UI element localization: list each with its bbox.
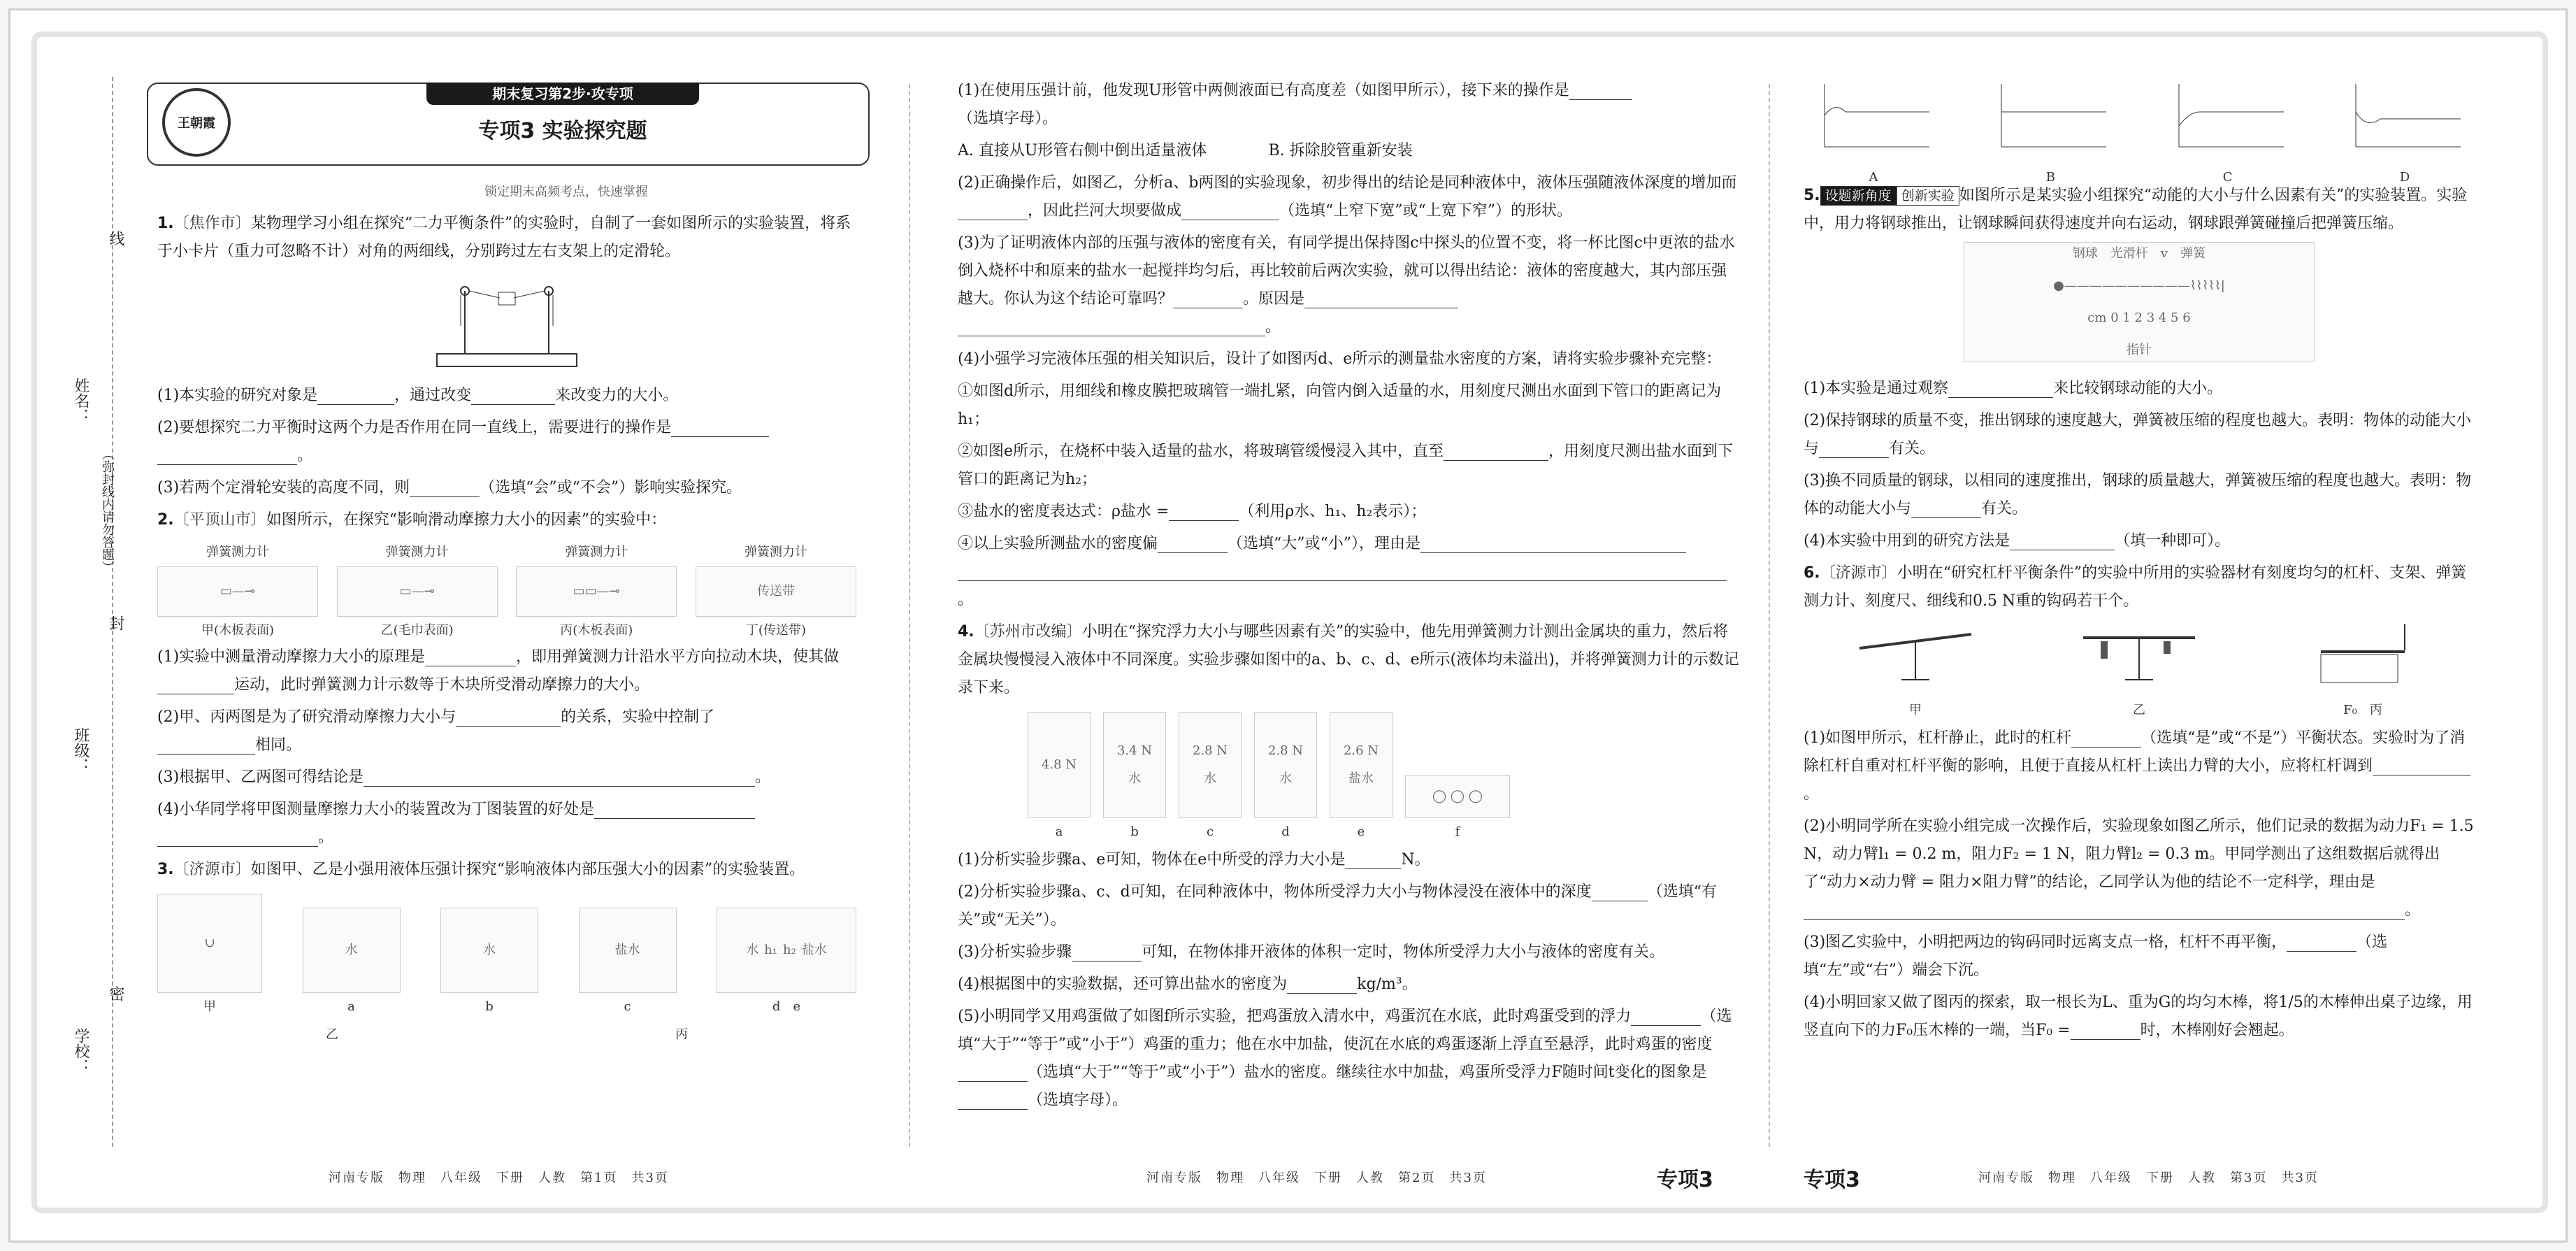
graph-c: C	[2158, 77, 2298, 182]
q4-figure-c: 2.8 N 水 c	[1179, 712, 1242, 846]
q2-figure-d: 弹簧测力计 传送带 丁(传送带)	[696, 538, 856, 643]
q3-stem: 3.〔济源市〕如图甲、乙是小强用液体压强计探究“影响液体内部压强大小的因素”的实验装置。	[157, 861, 805, 878]
q4-part3: (3)分析实验步骤 可知，在物体排开液体的体积一定时，物体所受浮力大小与液体的密度有关。	[958, 943, 1665, 961]
q3-part2: (2)正确操作后，如图乙，分析a、b两图的实验现象，初步得出的结论是同种液体中，液体压强随液体深度的增加而，因此拦河大坝要做成 （选填“上窄下宽”或“上宽下窄”）的形状。	[958, 174, 1737, 220]
mark-line: 线	[107, 231, 124, 246]
page-subtitle: 锁定期末高频考点，快速掌握	[484, 185, 648, 199]
tilted-lever-icon	[1852, 617, 1978, 687]
q4-figure-d: 2.8 N 水 d	[1254, 712, 1317, 846]
footer-tag-right: 专项3	[1804, 1168, 1860, 1192]
tag-innovative: 创新实验	[1897, 186, 1959, 206]
footer-page-3: 河南专版 物理 八年级 下册 人教 第3页 共3页	[1978, 1171, 2319, 1185]
friction-setup-sketch: ▭—⊸	[157, 566, 318, 617]
q6-part3: (3)图乙实验中，小明把两边的钩码同时远离支点一格，杠杆不再平衡， （选填“左”或“右”）端会下沉。	[1804, 934, 2388, 979]
footer-tag-left: 专项3	[1657, 1168, 1713, 1192]
beaker-water-sketch: 水	[440, 908, 538, 993]
q3-part4-step3: ③盐水的密度表达式：ρ盐水 = （利用ρ水、h₁、h₂表示）；	[958, 503, 1427, 520]
q2-part4: (4)小华同学将甲图测量摩擦力大小的装置改为丁图装置的好处是 。	[157, 796, 856, 852]
footer-page-2: 河南专版 物理 八年级 下册 人教 第2页 共3页	[1146, 1171, 1487, 1185]
spring-rail-sketch: 钢球 光滑杆 v 弹簧 ●——————————⌇⌇⌇⌇⌇| cm 0 1 2 3 4 5 6 指针	[1964, 242, 2315, 362]
spring-scale-sketch: 4.8 N	[1028, 712, 1091, 818]
q6-figure-bing: F₀ 丙	[2293, 617, 2433, 724]
name-label: 姓名：	[72, 378, 89, 424]
conveyor-belt-sketch: 传送带	[696, 566, 856, 617]
q3-part4-step2: ②如图e所示，在烧杯中装入适量的盐水，将玻璃管缓慢浸入其中，直至 ，用刻度尺测出盐水面到下管口的距离记为h₂；	[958, 443, 1734, 488]
q3-figure-jia: ∪ 甲	[157, 894, 262, 1021]
q3-group-labels: 乙 丙	[326, 1027, 688, 1042]
friction-setup-sketch: ▭▭—⊸	[516, 566, 677, 617]
ft-graph-icon	[1811, 77, 1936, 154]
logo-text: 王朝霞	[178, 116, 215, 131]
ft-graph-icon	[2165, 77, 2291, 154]
q3-part4-step1: ①如图d所示，用细线和橡皮膜把玻璃管一端扎紧，向管内倒入适量的水，用刻度尺测出水面到下管口的距离记为h₁；	[958, 383, 1722, 428]
spring-scale-sketch: 2.8 N 水	[1179, 712, 1242, 818]
q4-figure-e: 2.6 N 盐水 e	[1330, 712, 1393, 846]
q1-part2: (2)要想探究二力平衡时这两个力是否作用在同一直线上，需要进行的操作是 。	[157, 414, 856, 470]
q5-part1: (1)本实验是通过观察 来比较钢球动能的大小。	[1804, 380, 2223, 397]
q1-part1: (1)本实验的研究对象是 ，通过改变 来改变力的大小。	[157, 387, 679, 404]
spring-scale-sketch: 2.6 N 盐水	[1330, 712, 1393, 818]
q4-part4: (4)根据图中的实验数据，还可算出盐水的密度为 kg/m³。	[958, 975, 1418, 993]
balanced-lever-icon	[2076, 617, 2202, 687]
page-title: 专项3 实验探究题	[478, 119, 647, 143]
fraction: 1/5	[2278, 994, 2303, 1011]
ft-graphs	[1804, 77, 2475, 185]
q2-figure-b: 弹簧测力计 ▭—⊸ 乙(毛巾表面)	[337, 538, 498, 643]
q1-part3: (3)若两个定滑轮安装的高度不同，则 （选填“会”或“不会”）影响实验探究。	[157, 479, 742, 496]
q4-figures	[958, 706, 1741, 846]
q3-figures	[157, 888, 856, 1021]
q5-figure	[1804, 242, 2475, 375]
q2-figures	[157, 538, 856, 643]
q3-part3: (3)为了证明液体内部的压强与液体的密度有关，有同学提出保持图c中探头的位置不变，将一杯比图c中更浓的盐水倒入烧杯中和原来的盐水一起搅拌均匀后，再比较前后两次实验，就可以得出结论：液体的密度越大，其内部压强越大。你认为这个结论可靠吗？ 。原因是 。	[958, 234, 1735, 336]
spring-scale-sketch: 3.4 N 水	[1103, 712, 1166, 818]
egg-beakers-sketch: ◯ ◯ ◯	[1405, 775, 1510, 818]
graph-a: A	[1804, 77, 1943, 182]
q6-stem: 6.〔济源市〕小明在“研究杠杆平衡条件”的实验中所用的实验器材有刻度均匀的杠杆、支架、弹簧测力计、刻度尺、细线和0.5 N重的钩码若干个。	[1804, 564, 2467, 610]
footer-page-1: 河南专版 物理 八年级 下册 人教 第1页 共3页	[329, 1171, 669, 1185]
q5-part4: (4)本实验中用到的研究方法是 （填一种即可）。	[1804, 532, 2231, 550]
q6-figure-jia: 甲	[1845, 617, 1985, 724]
seal-note: （弥封线内请勿答题）	[100, 448, 115, 573]
q4-stem: 4.〔苏州市改编〕小明在“探究浮力大小与哪些因素有关”的实验中，他先用弹簧测力计测出金属块的重力，然后将金属块慢慢浸入液体中不同深度。实验步骤如图中的a、b、c、d、e所示(液体均未溢出)，并将弹簧测力计的示数记录下来。	[958, 623, 1739, 696]
balance-apparatus-figure	[423, 270, 591, 375]
q4-figure-f: ◯ ◯ ◯ f	[1405, 775, 1510, 846]
q6-part2: (2)小明同学所在实验小组完成一次操作后，实验现象如图乙所示，他们记录的数据为动力F₁ = 1.5 N，动力臂l₁ = 0.2 m，阻力F₂ = 1 N，阻力臂l₂ = 0.3 m。甲同学测出了这组数据后就得出了“动力×动力臂 = 阻力×阻力臂”的结论，乙同学认为他的结论不一定科学，理由是。	[1804, 817, 2474, 919]
q6-part1: (1)如图甲所示，杠杆静止，此时的杠杆 （选填“是”或“不是”）平衡状态。实验时为了消除杠杆自重对杠杆平衡的影响，且便于直接从杠杆上读出力臂的大小，应将杠杆调到。	[1804, 724, 2475, 808]
q3-part1-options: A. 直接从U形管右侧中倒出适量液体 B. 拆除胶管重新安装	[958, 142, 1413, 159]
q6-figures	[1804, 620, 2475, 724]
q4-figure-b: 3.4 N 水 b	[1103, 712, 1166, 846]
class-label: 班级：	[72, 727, 89, 773]
q4-part2: (2)分析实验步骤a、c、d可知，在同种液体中，物体所受浮力大小与物体浸没在液体中的深度 （选填“有关”或“无关”）。	[958, 883, 1717, 929]
beaker-water-sketch: 水	[303, 908, 401, 993]
header-tab: 期末复习第2步·攻专项	[426, 83, 699, 105]
rod-on-table-icon	[2300, 617, 2426, 687]
graph-d: D	[2335, 77, 2475, 182]
column-divider	[909, 84, 910, 1147]
q5-part2: (2)保持钢球的质量不变，推出钢球的速度越大，弹簧被压缩的程度也越大。表明：物体的动能大小与 有关。	[1804, 412, 2472, 457]
spring-scale-sketch: 2.8 N 水	[1254, 712, 1317, 818]
q5-part3: (3)换不同质量的钢球，以相同的速度推出，钢球的质量越大，弹簧被压缩的程度也越大。表明：物体的动能大小与 有关。	[1804, 472, 2472, 517]
ft-graph-icon	[1987, 77, 2113, 154]
column-3	[1804, 77, 2475, 1049]
q3-part4-step4: ④以上实验所测盐水的密度偏 （选填“大”或“小”），理由是 。	[958, 530, 1741, 614]
q2-part2: (2)甲、丙两图是为了研究滑动摩擦力大小与 的关系，实验中控制了 相同。	[157, 708, 715, 754]
graph-b: B	[1980, 77, 2120, 182]
q1-stem: 1.〔焦作市〕某物理学习小组在探究“二力平衡条件”的实验时，自制了一套如图所示的实验装置，将系于小卡片（重力可忽略不计）对角的两细线，分别跨过左右支架上的定滑轮。	[157, 215, 851, 260]
q4-part1: (1)分析实验步骤a、e可知，物体在e中所受的浮力大小是 N。	[958, 851, 1430, 868]
q3-figure-b: 水 b	[440, 908, 538, 1021]
q2-stem: 2.〔平顶山市〕如图所示，在探究“影响滑动摩擦力大小的因素”的实验中：	[157, 511, 667, 529]
q2-part1: (1)实验中测量滑动摩擦力大小的原理是 ，即用弹簧测力计沿水平方向拉动木块，使其做运动，此时弹簧测力计示数等于木块所受滑动摩擦力的大小。	[157, 648, 840, 694]
friction-setup-sketch: ▭—⊸	[337, 566, 498, 617]
q2-part3: (3)根据甲、乙两图可得结论是 。	[157, 769, 771, 786]
beaker-saltwater-sketch: 盐水	[579, 908, 677, 993]
tag-new-angle: 设题新角度	[1820, 186, 1897, 206]
column-divider	[1769, 84, 1770, 1147]
school-label: 学校：	[72, 1028, 89, 1074]
q4-figure-a: 4.8 N a	[1028, 712, 1091, 846]
q6-part4: (4)小明回家又做了图丙的探索，取一根长为L、重为G的均匀木棒，将1/5的木棒伸出桌子边缘，用竖直向下的力F₀压木棒的一端，当F₀ = 时，木棒刚好会翘起。	[1804, 994, 2473, 1039]
mark-seal: 封	[107, 615, 124, 631]
q2-figure-a: 弹簧测力计 ▭—⊸ 甲(木板表面)	[157, 538, 318, 643]
q2-figure-c: 弹簧测力计 ▭▭—⊸ 丙(木板表面)	[516, 538, 677, 643]
ft-graph-icon	[2342, 77, 2468, 154]
mark-close: 密	[107, 986, 124, 1001]
tube-in-beaker-sketch: 水 h₁ h₂ 盐水	[717, 908, 856, 993]
q3-figure-de: 水 h₁ h₂ 盐水 d e	[717, 908, 856, 1021]
q3-part4: (4)小强学习完液体压强的相关知识后，设计了如图丙d、e所示的测量盐水密度的方案，请将实验步骤补充完整：	[958, 350, 1722, 368]
column-1	[157, 210, 856, 1049]
q3-figure-c: 盐水 c	[579, 908, 677, 1021]
u-tube-gauge-sketch: ∪	[157, 894, 262, 993]
publisher-logo	[162, 88, 231, 157]
q3-part1: (1)在使用压强计前，他发现U形管中两侧液面已有高度差（如图甲所示），接下来的操作是 （选填字母）。	[958, 77, 1741, 133]
q3-figure-a: 水 a	[303, 908, 401, 1021]
q5-stem: 5. 设题新角度 创新实验 如图所示是某实验小组探究“动能的大小与什么因素有关”的实验装置。实验中，用力将钢球推出，让钢球瞬间获得速度并向右运动，钢球跟弹簧碰撞后把弹簧压缩。	[1804, 187, 2468, 232]
q1-figure	[157, 270, 856, 382]
q6-figure-yi: 乙	[2069, 617, 2209, 724]
column-2	[958, 77, 1741, 1119]
q4-part5: (5)小明同学又用鸡蛋做了如图f所示实验，把鸡蛋放入清水中，鸡蛋沉在水底，此时鸡蛋受到的浮力 （选填“大于”“等于”或“小于”）鸡蛋的重力；他在水中加盐，使沉在水底的鸡蛋逐渐上浮直至悬浮，此时鸡蛋的密度（选填“大于”“等于”或“小于”）盐水的密度。继续往水中加盐，鸡蛋所受浮力F随时间t变化的图象是（选填字母）。	[958, 1008, 1732, 1109]
